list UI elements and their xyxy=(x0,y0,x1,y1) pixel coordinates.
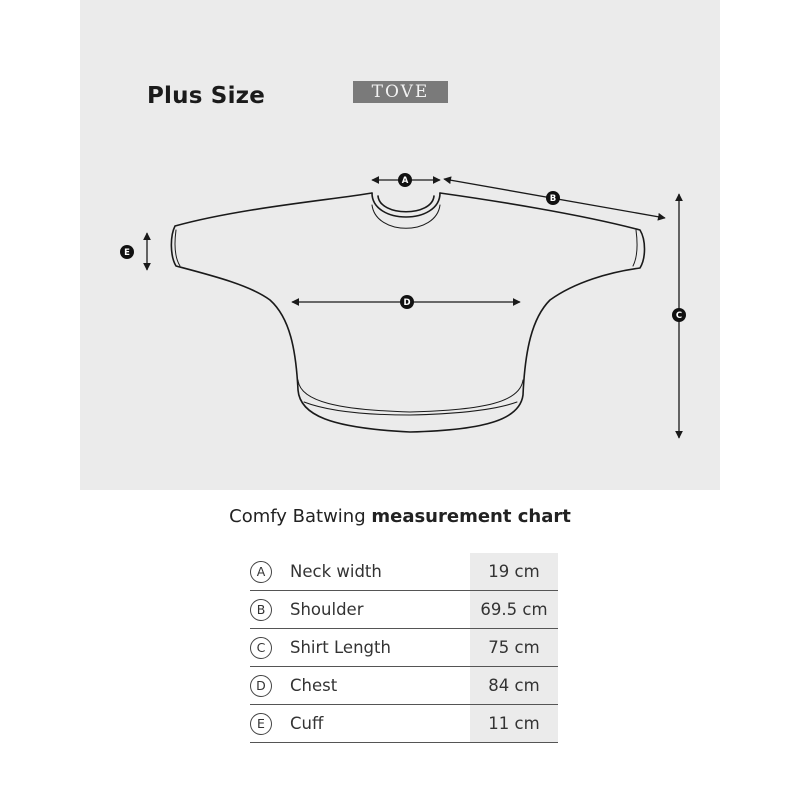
measurement-name: Shirt Length xyxy=(290,629,470,667)
right-cuff-seam xyxy=(633,230,637,266)
svg-text:B: B xyxy=(549,194,557,205)
svg-text:C: C xyxy=(675,311,683,322)
marker-a xyxy=(398,173,412,187)
chart-title-regular: Comfy Batwing xyxy=(229,506,372,527)
letter-badge: A xyxy=(250,561,272,583)
hem-band-line xyxy=(304,402,517,415)
measurement-name: Chest xyxy=(290,667,470,705)
marker-b xyxy=(546,191,560,205)
letter-badge: E xyxy=(250,713,272,735)
neckline-inner xyxy=(378,196,434,212)
table-row xyxy=(250,705,558,743)
table-row xyxy=(250,591,558,629)
table-row xyxy=(250,553,558,591)
sweater-outline xyxy=(171,193,644,432)
measurement-value: 19 cm xyxy=(470,553,558,591)
table-row xyxy=(250,629,558,667)
size-label: Plus Size xyxy=(147,83,266,109)
measurement-value: 69.5 cm xyxy=(470,591,558,629)
marker-d xyxy=(400,295,414,309)
svg-text:D: D xyxy=(403,298,411,309)
table-row xyxy=(250,667,558,705)
letter-badge: C xyxy=(250,637,272,659)
measurement-name: Neck width xyxy=(290,553,470,591)
brand-logo: TOVE xyxy=(353,81,448,103)
measurement-name: Shoulder xyxy=(290,591,470,629)
measurement-table xyxy=(250,553,558,743)
hem-band-top xyxy=(298,380,523,412)
svg-text:E: E xyxy=(124,248,130,259)
chart-title-bold: measurement chart xyxy=(371,506,571,527)
measurement-name: Cuff xyxy=(290,705,470,743)
marker-c xyxy=(672,308,686,322)
letter-badge: D xyxy=(250,675,272,697)
measurement-value: 11 cm xyxy=(470,705,558,743)
chart-title xyxy=(0,506,800,527)
marker-e xyxy=(120,245,134,259)
measurement-value: 84 cm xyxy=(470,667,558,705)
letter-badge: B xyxy=(250,599,272,621)
svg-text:A: A xyxy=(401,176,409,187)
measurement-value: 75 cm xyxy=(470,629,558,667)
left-cuff-seam xyxy=(175,230,180,266)
